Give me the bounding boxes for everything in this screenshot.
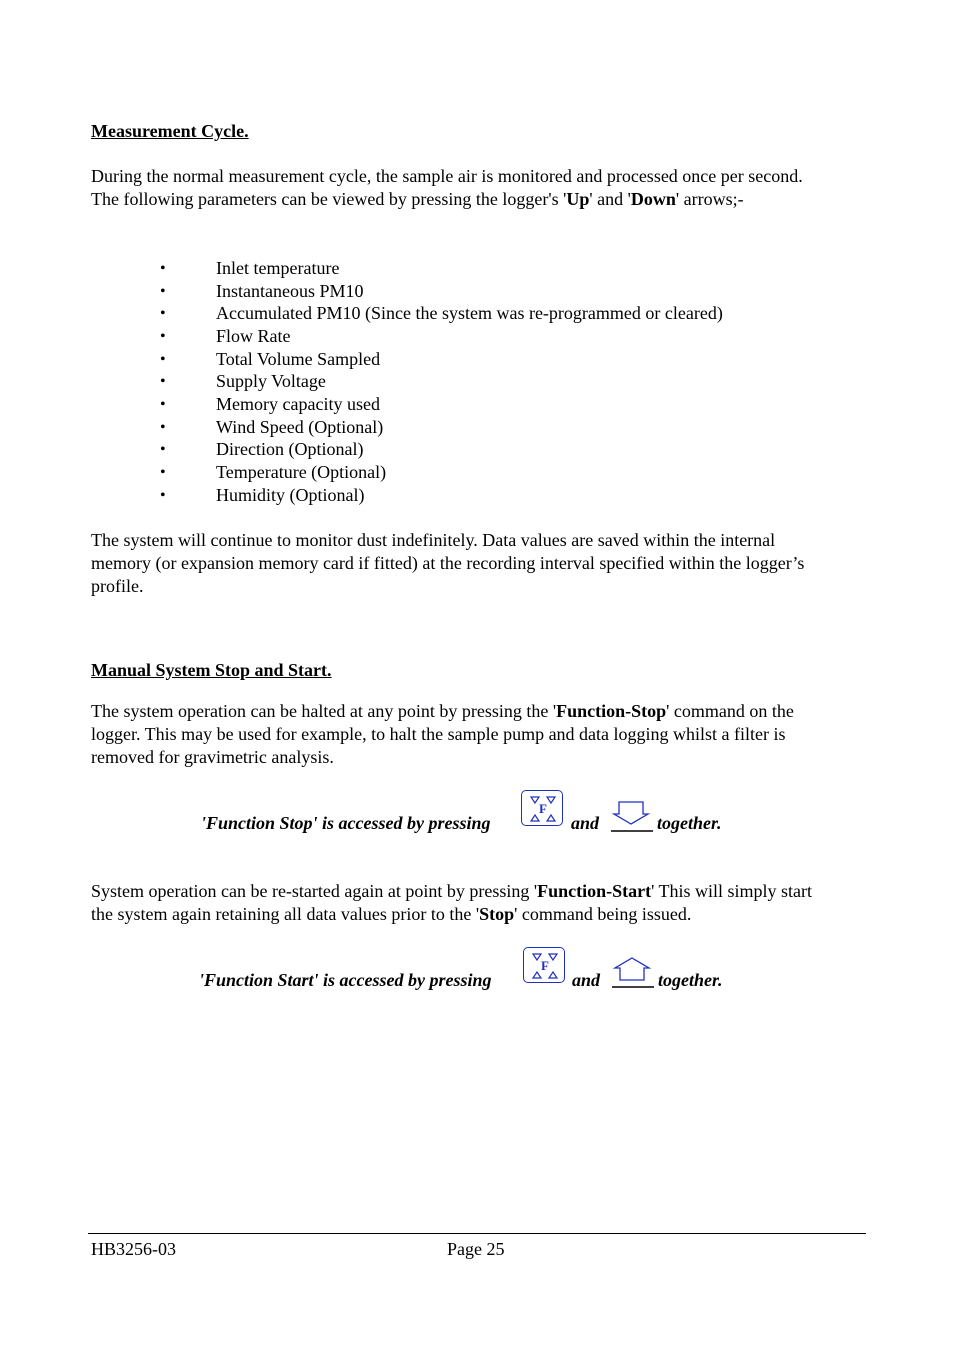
intro-text: ' arrows;-: [675, 189, 744, 209]
function-key-icon: [521, 790, 563, 826]
function-key-icon: [523, 947, 565, 983]
function-stop-keyword: Function-Stop: [556, 701, 667, 721]
together-text: together: [657, 813, 718, 833]
footer-divider: [88, 1233, 866, 1234]
function-stop-instruction-text: 'Function Stop' is accessed by pressing: [201, 813, 491, 833]
function-stop-paragraph: [91, 700, 821, 769]
bullet-icon: •: [160, 350, 166, 368]
together-word: [657, 812, 722, 835]
period: .: [717, 813, 722, 833]
section-heading-measurement-cycle: Measurement Cycle.: [91, 121, 249, 141]
paragraph-text: The system operation can be halted at any point by pressing the ': [91, 701, 557, 721]
list-item-label: Inlet temperature: [216, 257, 340, 278]
bullet-icon: •: [160, 441, 166, 459]
period: .: [718, 970, 723, 990]
stop-keyword: Stop: [479, 904, 515, 924]
paragraph-text: ' command being issued.: [514, 904, 692, 924]
function-start-instruction-text: 'Function Start' is accessed by pressing: [199, 970, 492, 990]
bullet-icon: •: [160, 305, 166, 323]
section-heading-manual-stop-start: Manual System Stop and Start.: [91, 660, 332, 680]
together-text: together: [658, 970, 719, 990]
function-start-keyword: Function-Start: [537, 881, 652, 901]
list-item-label: Accumulated PM10 (Since the system was re-programmed or cleared): [216, 303, 723, 324]
list-item: [160, 416, 723, 439]
paragraph-text: ' This will simply start the system again retaining all data values prior to the ': [91, 881, 813, 924]
list-item-label: Temperature (Optional): [216, 462, 387, 483]
list-item: [160, 325, 723, 348]
list-item-label: Memory capacity used: [216, 393, 380, 414]
bullet-icon: •: [160, 395, 166, 413]
intro-text: During the normal measurement cycle, the sample air is monitored and processed once per second. The following parameters can be viewed by pressing the logger's ': [91, 166, 803, 209]
bullet-icon: •: [160, 486, 166, 504]
bullet-icon: •: [160, 259, 166, 277]
list-item-label: Supply Voltage: [216, 371, 326, 392]
list-item-label: Instantaneous PM10: [216, 280, 364, 301]
down-keyword: Down: [630, 189, 676, 209]
list-item: [160, 257, 723, 280]
bullet-icon: •: [160, 373, 166, 391]
intro-text: ' and ': [589, 189, 631, 209]
bullet-icon: •: [160, 327, 166, 345]
list-item-label: Wind Speed (Optional): [216, 416, 384, 437]
svg-text:F: F: [541, 958, 549, 973]
bullet-icon: •: [160, 282, 166, 300]
down-arrow-key-icon: [610, 800, 654, 834]
paragraph-text: System operation can be re-started again at point by pressing ': [91, 881, 538, 901]
function-start-paragraph: [91, 880, 831, 926]
list-item-label: Direction (Optional): [216, 439, 364, 460]
list-item: [160, 280, 723, 303]
footer-doc-id: HB3256-03: [91, 1239, 176, 1259]
list-item: [160, 439, 723, 462]
together-word: [658, 969, 723, 992]
list-item: [160, 484, 723, 507]
list-item: [160, 348, 723, 371]
paragraph-text: ' command on the logger. This may be used for example, to halt the sample pump and data logging whilst a filter is removed for gravimetric analysis.: [91, 701, 794, 767]
list-item-label: Humidity (Optional): [216, 484, 365, 505]
up-arrow-key-icon: [611, 956, 655, 990]
parameter-list: [160, 257, 723, 507]
list-item: [160, 461, 723, 484]
and-word: and: [572, 970, 601, 990]
list-item-label: Flow Rate: [216, 325, 291, 346]
measurement-intro-paragraph: [91, 165, 831, 211]
list-item: [160, 393, 723, 416]
svg-text:F: F: [539, 801, 547, 816]
and-word: and: [571, 813, 600, 833]
bullet-icon: •: [160, 418, 166, 436]
up-keyword: Up: [566, 189, 590, 209]
list-item-label: Total Volume Sampled: [216, 348, 381, 369]
bullet-icon: •: [160, 464, 166, 482]
list-item: [160, 370, 723, 393]
footer-page-number: Page 25: [447, 1239, 505, 1259]
monitoring-paragraph: The system will continue to monitor dust indefinitely. Data values are saved within the internal memory (or expansion memory card if fitted) at the recording interval specified within the logger’s profile.: [91, 530, 805, 596]
list-item: [160, 302, 723, 325]
